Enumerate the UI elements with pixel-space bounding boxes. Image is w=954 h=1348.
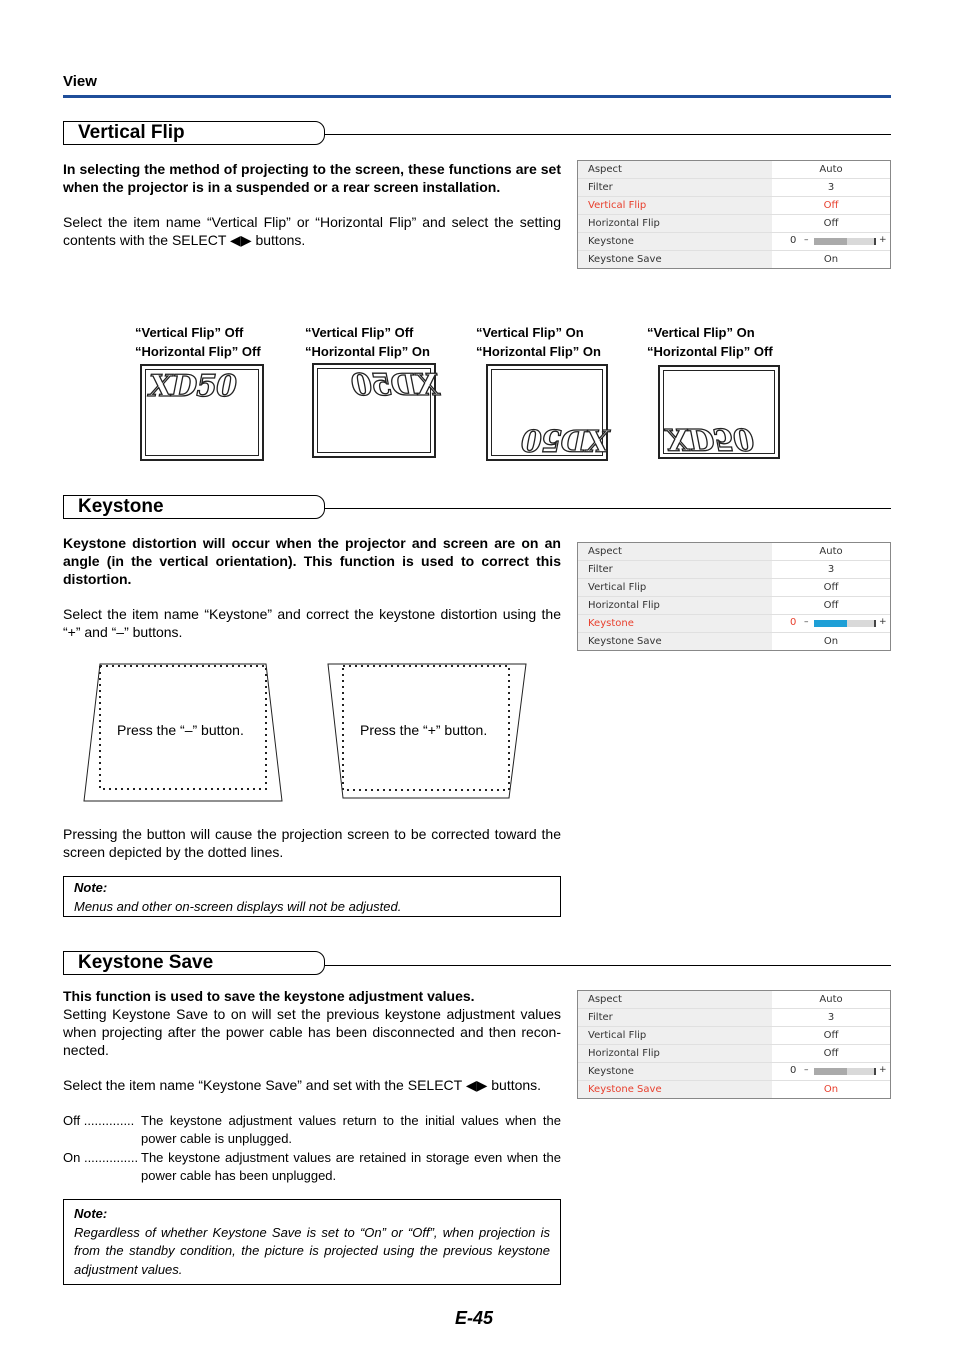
menu-value: Off xyxy=(823,1048,839,1059)
caption-line: “Vertical Flip” On xyxy=(647,325,755,340)
heading-rule xyxy=(325,508,891,509)
plus-sign: + xyxy=(879,617,887,627)
menu-row[interactable] xyxy=(578,1026,890,1044)
menu-row[interactable] xyxy=(578,232,890,250)
menu-row[interactable] xyxy=(578,632,890,650)
slider-fill xyxy=(814,1068,847,1075)
vertical-flip-heading: Vertical Flip xyxy=(63,121,325,145)
slider-fill xyxy=(814,238,847,245)
keystone-save-menu xyxy=(577,990,891,1099)
note-text: Regardless of whether Keystone Save is set to “On” or “Off”, when projection is from the standby condition, the picture is projected using the previous keystone adjustment values. xyxy=(74,1224,550,1277)
keystone-heading: Keystone xyxy=(63,495,325,519)
flip-caption xyxy=(647,323,773,361)
menu-label: Keystone Save xyxy=(578,633,772,650)
keystone-instruction: Select the item name “Keystone” and correct the keystone distortion using the “+” and “–” buttons. xyxy=(63,606,561,640)
keystone-note xyxy=(63,876,561,917)
menu-row[interactable] xyxy=(578,596,890,614)
keystone-value: 0 xyxy=(790,235,797,246)
menu-row[interactable] xyxy=(578,214,890,232)
option-desc-off: The keystone adjustment values return to the initial values when the power cable is unplugged. xyxy=(141,1113,561,1146)
menu-row-selected[interactable] xyxy=(578,1080,890,1098)
flip-example-horizontal xyxy=(312,363,440,458)
projector-logo: XD50 xyxy=(352,368,440,403)
menu-label: Horizontal Flip xyxy=(578,597,772,614)
caption-line: “Horizontal Flip” On xyxy=(305,344,430,359)
plus-caption: Press the “+” button. xyxy=(360,722,488,738)
vertical-flip-intro: In selecting the method of projecting to the screen, these functions are set when the projector is in a suspended or a rear screen installation. xyxy=(63,161,561,195)
menu-label: Aspect xyxy=(578,543,772,560)
minus-sign: – xyxy=(804,617,809,627)
menu-label: Aspect xyxy=(578,991,772,1008)
minus-sign: – xyxy=(804,235,809,245)
menu-value: On xyxy=(823,1084,839,1095)
note-text: Menus and other on-screen displays will not be adjusted. xyxy=(74,898,402,914)
menu-label: Filter xyxy=(578,1009,772,1026)
plus-sign: + xyxy=(879,235,887,245)
menu-row[interactable] xyxy=(578,543,890,560)
keystone-save-instruction: Select the item name “Keystone Save” and set with the SELECT ◀▶ buttons. xyxy=(63,1077,542,1093)
option-term-off: Off .............. xyxy=(63,1113,135,1128)
menu-value: Off xyxy=(823,582,839,593)
menu-label: Keystone xyxy=(578,233,772,250)
menu-value: Auto xyxy=(819,994,843,1005)
menu-row[interactable] xyxy=(578,1044,890,1062)
plus-sign: + xyxy=(879,1065,887,1075)
keystone-slider[interactable] xyxy=(772,1063,890,1080)
option-desc-on: The keystone adjustment values are retained in storage even when the power cable has been unplugged. xyxy=(141,1150,561,1183)
keystone-value: 0 xyxy=(790,1065,797,1076)
keystone-save-note xyxy=(63,1199,561,1285)
vertical-flip-menu xyxy=(577,160,891,269)
flip-caption xyxy=(476,323,601,361)
menu-label: Vertical Flip xyxy=(578,197,772,214)
menu-value: Off xyxy=(823,1030,839,1041)
menu-value: 3 xyxy=(827,564,835,575)
menu-row[interactable] xyxy=(578,1008,890,1026)
menu-label: Keystone Save xyxy=(578,1081,772,1098)
menu-value: 3 xyxy=(827,1012,835,1023)
menu-row[interactable] xyxy=(578,1062,890,1080)
caption-line: “Vertical Flip” Off xyxy=(135,325,244,340)
note-title: Note: xyxy=(74,1206,108,1221)
slider-track xyxy=(814,1068,876,1075)
menu-value: Off xyxy=(823,200,839,211)
keystone-save-heading: Keystone Save xyxy=(63,951,325,975)
menu-row[interactable] xyxy=(578,250,890,268)
menu-row[interactable] xyxy=(578,161,890,178)
flip-example-both xyxy=(486,364,608,461)
keystone-value: 0 xyxy=(790,617,797,628)
keystone-save-intro-bold: This function is used to save the keystone adjustment values. xyxy=(63,988,475,1004)
menu-value: Auto xyxy=(819,164,843,175)
menu-label: Filter xyxy=(578,179,772,196)
menu-label: Horizontal Flip xyxy=(578,1045,772,1062)
flip-caption xyxy=(305,323,430,361)
menu-row[interactable] xyxy=(578,178,890,196)
menu-row[interactable] xyxy=(578,560,890,578)
menu-label: Keystone Save xyxy=(578,251,772,268)
menu-label: Keystone xyxy=(578,1063,772,1080)
note-title: Note: xyxy=(74,880,108,895)
option-term-on: On ............... xyxy=(63,1150,139,1165)
minus-caption: Press the “–” button. xyxy=(117,722,244,738)
slider-track xyxy=(814,238,876,245)
keystone-slider[interactable] xyxy=(772,233,890,250)
menu-value: Off xyxy=(823,218,839,229)
menu-value: On xyxy=(823,636,839,647)
menu-label: Vertical Flip xyxy=(578,579,772,596)
caption-line: “Horizontal Flip” On xyxy=(476,344,601,359)
menu-label: Filter xyxy=(578,561,772,578)
flip-example-vertical xyxy=(658,365,780,459)
menu-value: On xyxy=(823,254,839,265)
flip-caption xyxy=(135,323,261,361)
menu-row-selected[interactable] xyxy=(578,614,890,632)
vertical-flip-instruction: Select the item name “Vertical Flip” or “Horizontal Flip” and select the setting contents with the SELECT ◀▶ buttons. xyxy=(63,214,561,248)
caption-line: “Vertical Flip” On xyxy=(476,325,584,340)
keystone-result: Pressing the button will cause the projection screen to be corrected toward the screen depicted by the dotted lines. xyxy=(63,826,561,860)
caption-line: “Horizontal Flip” Off xyxy=(647,344,773,359)
menu-value: Auto xyxy=(819,546,843,557)
caption-line: “Horizontal Flip” Off xyxy=(135,344,261,359)
slider-track xyxy=(814,620,876,627)
flip-example-normal xyxy=(140,364,264,461)
header-rule xyxy=(63,95,891,98)
heading-rule xyxy=(325,965,891,966)
keystone-intro: Keystone distortion will occur when the projector and screen are on an angle (in the vertical orientation). This function is used to correct this distortion. xyxy=(63,535,561,587)
menu-row-selected[interactable] xyxy=(578,196,890,214)
menu-label: Vertical Flip xyxy=(578,1027,772,1044)
projector-logo: XD50 xyxy=(149,369,237,404)
menu-label: Aspect xyxy=(578,161,772,178)
slider-fill xyxy=(814,620,847,627)
heading-rule xyxy=(325,134,891,135)
caption-line: “Vertical Flip” Off xyxy=(305,325,414,340)
menu-row[interactable] xyxy=(578,991,890,1008)
menu-label: Keystone xyxy=(578,615,772,632)
keystone-menu xyxy=(577,542,891,651)
menu-value: Off xyxy=(823,600,839,611)
menu-row[interactable] xyxy=(578,578,890,596)
section-header: View xyxy=(63,73,97,90)
minus-sign: – xyxy=(804,1065,809,1075)
projector-logo: XD50 xyxy=(666,421,754,456)
projector-logo: XD50 xyxy=(522,422,610,457)
page-number: E-45 xyxy=(455,1308,494,1328)
keystone-slider[interactable] xyxy=(772,615,890,632)
menu-value: 3 xyxy=(827,182,835,193)
keystone-save-intro: Setting Keystone Save to on will set the previous keystone adjustment values when projecting after the power cable has been disconnected and then recon-nected. xyxy=(63,1006,561,1058)
menu-label: Horizontal Flip xyxy=(578,215,772,232)
